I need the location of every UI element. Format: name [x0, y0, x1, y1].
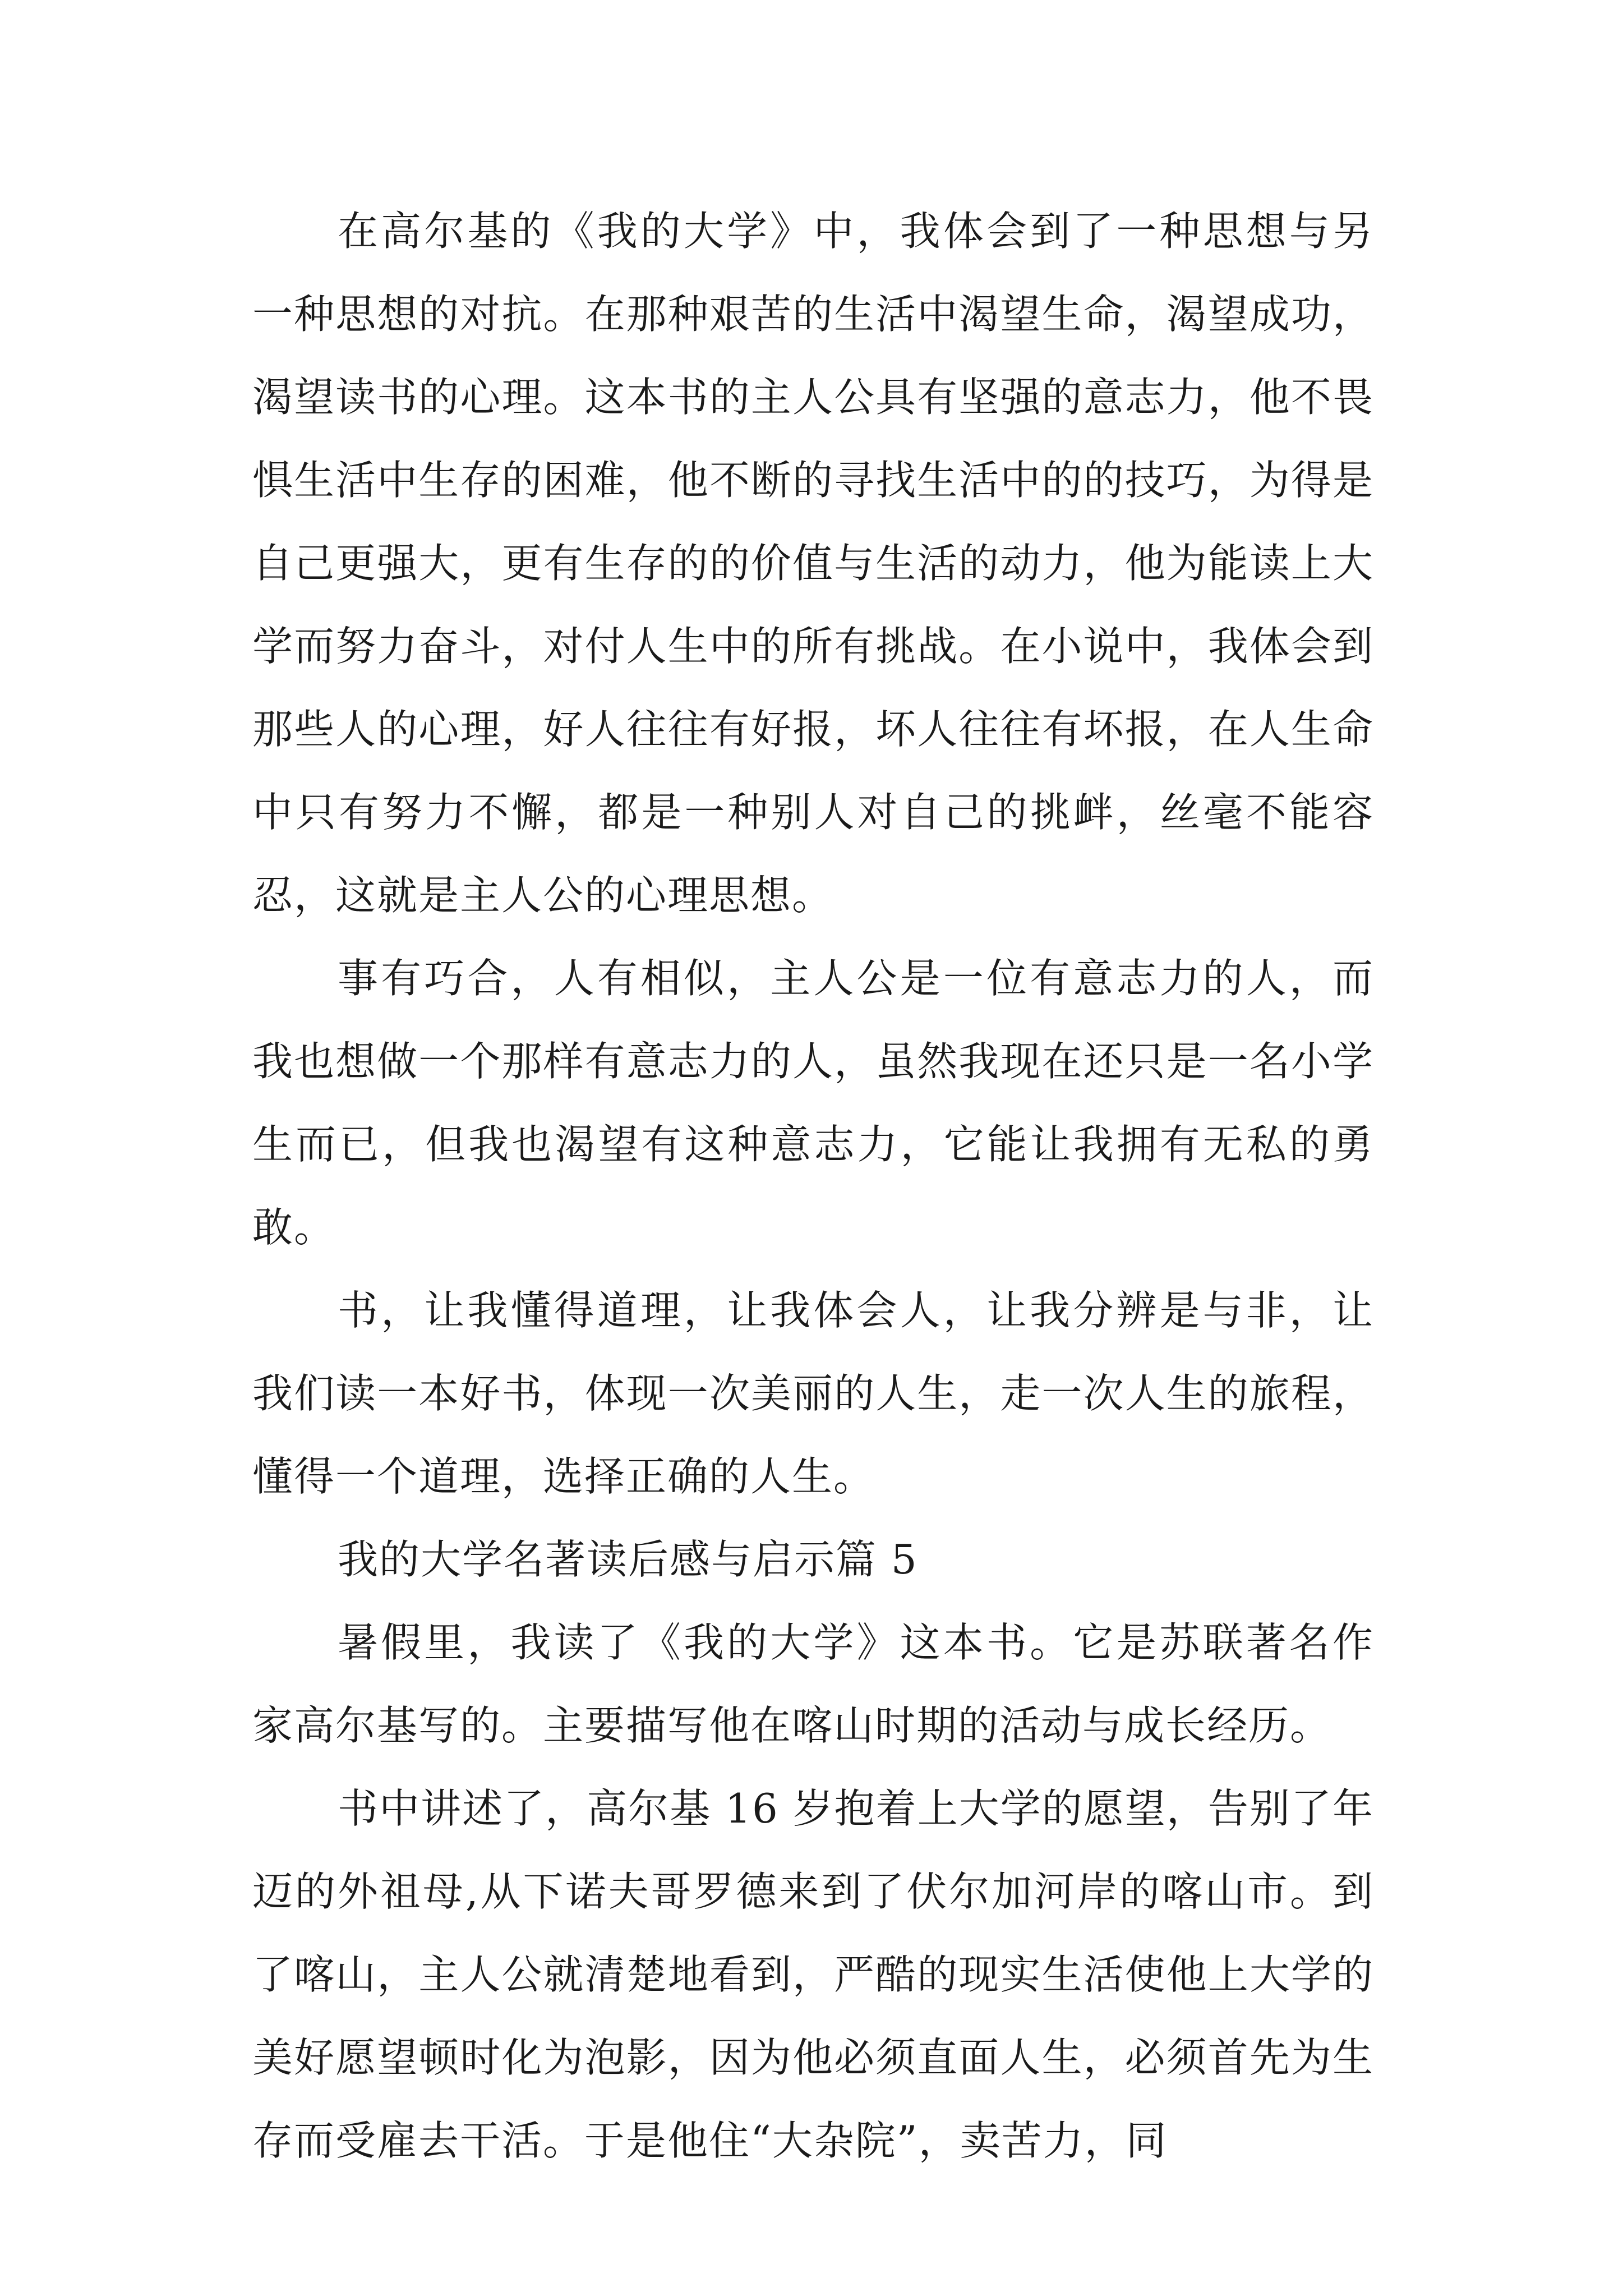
section-heading: 我的大学名著读后感与启示篇 5 [338, 1536, 918, 1583]
paragraph-5: 书中讲述了，高尔基 16 岁抱着上大学的愿望，告别了年迈的外祖母,从下诺夫哥罗德来到了伏尔加河岸的喀山市。到了喀山，主人公就清楚地看到，严酷的现实生活使他上大学的美好愿望顿时化为泡影，因为他必须直面人生，必须首先为生存而受雇去干活。于是他住“大杂院”，卖苦力，同 [252, 1785, 1374, 2164]
document-body [252, 190, 1374, 2182]
paragraph-1: 在高尔基的《我的大学》中，我体会到了一种思想与另一种思想的对抗。在那种艰苦的生活中渴望生命，渴望成功，渴望读书的心理。这本书的主人公具有坚强的意志力，他不畏惧生活中生存的困难，他不断的寻找生活中的的技巧，为得是自己更强大，更有生存的的价值与生活的动力，他为能读上大学而努力奋斗，对付人生中的所有挑战。在小说中，我体会到那些人的心理，好人往往有好报，坏人往往有坏报，在人生命中只有努力不懈，都是一种别人对自己的挑衅，丝毫不能容忍，这就是主人公的心理思想。 [252, 208, 1374, 919]
paragraph-4: 暑假里，我读了《我的大学》这本书。它是苏联著名作家高尔基写的。主要描写他在喀山时期的活动与成长经历。 [252, 1619, 1374, 1749]
paragraph-2: 事有巧合，人有相似，主人公是一位有意志力的人，而我也想做一个那样有意志力的人，虽然我现在还只是一名小学生而已，但我也渴望有这种意志力，它能让我拥有无私的勇敢。 [252, 955, 1374, 1251]
paragraph-3: 书，让我懂得道理，让我体会人，让我分辨是与非，让我们读一本好书，体现一次美丽的人生，走一次人生的旅程，懂得一个道理，选择正确的人生。 [252, 1287, 1374, 1500]
